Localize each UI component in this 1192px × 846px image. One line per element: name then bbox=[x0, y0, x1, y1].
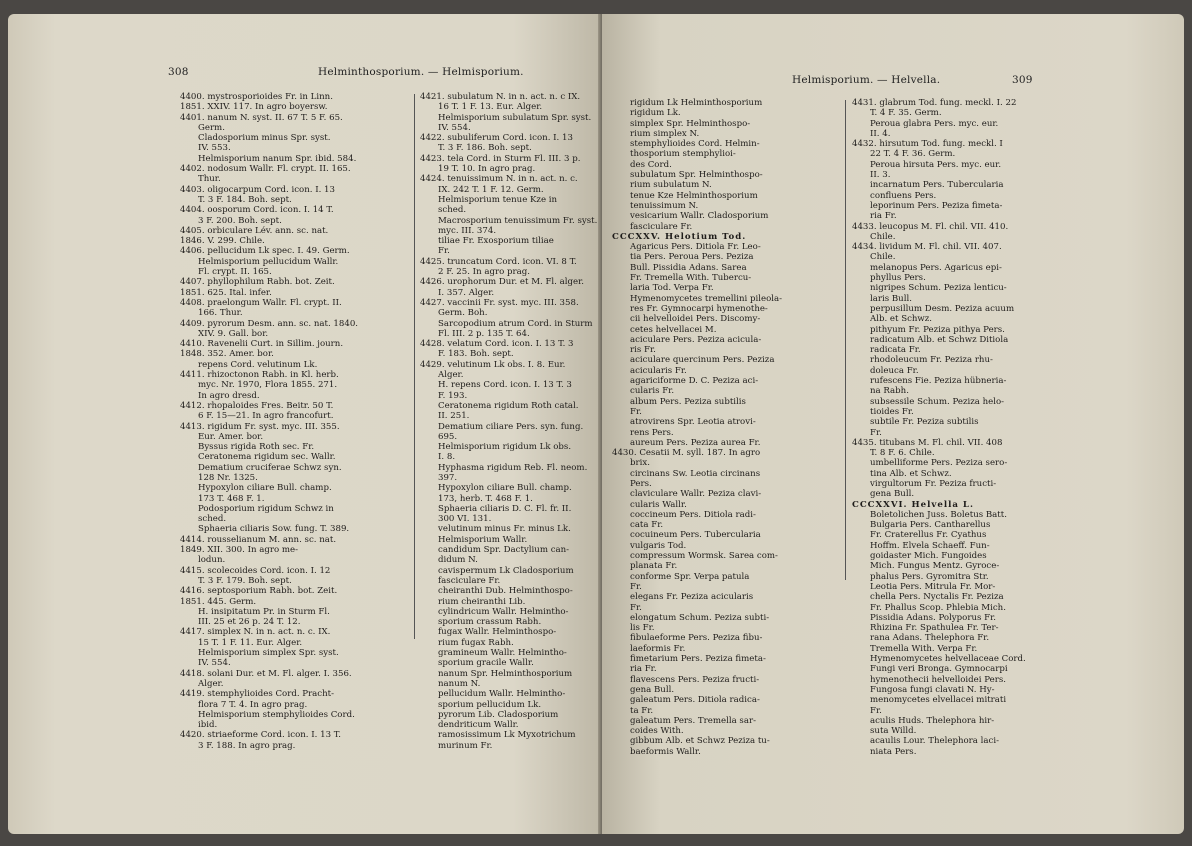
text-line: acaulis Lour. Thelephora laci- bbox=[870, 736, 999, 747]
text-line: II. 3. bbox=[870, 170, 891, 181]
text-line: Alb. et Schwz. bbox=[870, 314, 933, 325]
text-line: album Pers. Peziza subtilis bbox=[630, 396, 746, 407]
text-line: 16 T. 1 F. 13. Eur. Alger. bbox=[438, 102, 543, 113]
text-line: fugax Wallr. Helminthospo- bbox=[438, 627, 557, 638]
text-line: Fungosa fungi clavati N. Hy- bbox=[870, 684, 995, 695]
text-line: tiliae Fr. Exosporium tiliae bbox=[438, 236, 554, 247]
text-line: 397. bbox=[438, 472, 458, 483]
text-line: rium cheiranthi Lib. bbox=[438, 596, 526, 607]
text-line: Peroua hirsuta Pers. myc. eur. bbox=[870, 159, 1002, 170]
text-line: ria Fr. bbox=[870, 211, 897, 222]
text-line: simplex Spr. Helminthospo- bbox=[630, 118, 751, 129]
text-line: myc. Nr. 1970, Flora 1855. 271. bbox=[198, 380, 338, 391]
text-line: laris Bull. bbox=[870, 293, 912, 304]
text-line: laeformis Fr. bbox=[630, 643, 686, 654]
text-line: repens Cord. velutinum Lk. bbox=[198, 359, 318, 370]
text-line: 4428. velatum Cord. icon. I. 13 T. 3 bbox=[420, 339, 574, 350]
text-line: 22 T. 4 F. 36. Germ. bbox=[870, 149, 956, 160]
text-line: Fr. Phallus Scop. Phlebia Mich. bbox=[870, 602, 1006, 613]
text-line: 173 T. 468 F. 1. bbox=[198, 493, 265, 504]
text-line: rigidum Lk. bbox=[630, 108, 681, 119]
text-line: Hypoxylon ciliare Bull. champ. bbox=[198, 483, 332, 494]
text-line: elongatum Schum. Peziza subti- bbox=[630, 612, 770, 623]
text-line: rhodoleucum Fr. Peziza rhu- bbox=[870, 355, 993, 366]
text-line: aureum Pers. Peziza aurea Fr. bbox=[630, 437, 761, 448]
text-line: lis Fr. bbox=[630, 623, 655, 634]
text-line: 4400. mystrosporioides Fr. in Linn. bbox=[180, 92, 333, 102]
text-line: I. 8. bbox=[438, 452, 456, 463]
text-line: 4411. rhizoctonon Rabh. in Kl. herb. bbox=[180, 370, 339, 381]
text-line: Fl. III. 2 p. 135 T. 64. bbox=[438, 328, 530, 339]
text-line: tina Alb. et Schwz. bbox=[870, 468, 952, 479]
text-line: 4425. truncatum Cord. icon. VI. 8 T. bbox=[420, 256, 577, 267]
text-line: ris Fr. bbox=[630, 345, 656, 356]
text-line: 4423. tela Cord. in Sturm Fl. III. 3 p. bbox=[420, 153, 581, 164]
text-line: Alger. bbox=[198, 678, 224, 689]
text-line: Fl. crypt. II. 165. bbox=[198, 267, 272, 278]
text-line: galeatum Pers. Tremella sar- bbox=[630, 715, 756, 726]
text-line: Helmisporium Wallr. bbox=[438, 534, 528, 545]
text-line: Fr. Tremella With. Tubercu- bbox=[630, 273, 752, 284]
text-line: umbelliforme Pers. Peziza sero- bbox=[870, 458, 1008, 469]
text-line: cularis Fr. bbox=[630, 386, 675, 397]
text-line: 4433. leucopus M. Fl. chil. VII. 410. bbox=[852, 221, 1009, 232]
text-line: sporium crassum Rabh. bbox=[438, 617, 542, 628]
text-line: 1851. XXIV. 117. In agro boyersw. bbox=[180, 102, 328, 113]
text-line: Eur. Amer. bor. bbox=[198, 431, 264, 442]
left-running-title: Helminthosporium. — Helmisporium. bbox=[318, 66, 524, 78]
text-line: Helmisporium rigidum Lk obs. bbox=[438, 442, 572, 453]
text-line: 4432. hirsutum Tod. fung. meckl. I bbox=[852, 139, 1003, 150]
text-line: 4430. Cesatii M. syll. 187. In agro bbox=[612, 448, 761, 459]
text-line: compressum Wormsk. Sarea com- bbox=[630, 551, 778, 562]
text-line: subulatum Spr. Helminthospo- bbox=[630, 170, 763, 181]
text-line: 4431. glabrum Tod. fung. meckl. I. 22 bbox=[852, 98, 1017, 108]
text-line: subsessile Schum. Peziza helo- bbox=[870, 396, 1005, 407]
text-line: 4426. urophorum Dur. et M. Fl. alger. bbox=[420, 277, 584, 288]
text-line: circinans Sw. Leotia circinans bbox=[630, 468, 761, 479]
text-line: coccineum Pers. Ditiola radi- bbox=[630, 509, 756, 520]
text-line: T. 3 F. 184. Boh. sept. bbox=[198, 194, 292, 205]
left-column-1 bbox=[180, 92, 410, 751]
text-line: rigidum Lk Helminthosporium bbox=[630, 98, 763, 108]
text-line: Hyphasma rigidum Reb. Fl. neom. bbox=[438, 462, 588, 473]
text-line: sched. bbox=[198, 514, 227, 525]
text-line: Germ. bbox=[198, 122, 225, 133]
text-line: claviculare Wallr. Peziza clavi- bbox=[630, 489, 762, 500]
text-line: 4422. subuliferum Cord. icon. I. 13 bbox=[420, 133, 573, 144]
text-line: nanum Spr. Helminthosporium bbox=[438, 668, 573, 679]
text-line: 4402. nodosum Wallr. Fl. crypt. II. 165. bbox=[180, 164, 351, 175]
text-line: acicularе Pers. Peziza acicula- bbox=[630, 334, 762, 345]
text-line: phyllus Pers. bbox=[870, 273, 926, 284]
text-line: Fr. bbox=[438, 246, 450, 257]
text-line: rufescens Fie. Peziza hübneria- bbox=[870, 376, 1007, 387]
text-line: radicatum Alb. et Schwz Ditiola bbox=[870, 334, 1009, 345]
text-line: Byssus rigida Roth sec. Fr. bbox=[198, 442, 315, 453]
text-line: 1851. 625. Ital. infer. bbox=[180, 287, 272, 298]
text-line: rana Adans. Thelephora Fr. bbox=[870, 633, 990, 644]
text-line: velutinum minus Fr. minus Lk. bbox=[438, 524, 571, 535]
text-line: 1851. 445. Germ. bbox=[180, 596, 257, 607]
text-line: 4414. rousselianum M. ann. sc. nat. bbox=[180, 534, 337, 545]
text-line: ria Fr. bbox=[630, 664, 657, 675]
text-line: 4418. solani Dur. et M. Fl. alger. I. 356. bbox=[180, 668, 352, 679]
text-line: sched. bbox=[438, 205, 467, 216]
text-line: vesicarium Wallr. Cladosporium bbox=[630, 211, 769, 222]
text-line: Hypoxylon ciliare Bull. champ. bbox=[438, 483, 572, 494]
text-line: rens Pers. bbox=[630, 427, 674, 438]
text-line: F. 193. bbox=[438, 390, 468, 401]
text-line: H. repens Cord. icon. I. 13 T. 3 bbox=[438, 380, 572, 391]
text-line: Hymenomycetes tremellini pileola- bbox=[630, 293, 783, 304]
text-line: Agaricus Pers. Ditiola Fr. Leo- bbox=[630, 242, 761, 253]
text-line: laria Tod. Verpa Fr. bbox=[630, 283, 714, 294]
text-line: incarnatum Pers. Tubercularia bbox=[870, 180, 1004, 191]
text-line: Ceratonema rigidum sec. Wallr. bbox=[198, 452, 336, 463]
text-line: Rhizina Fr. Spathulea Fr. Ter- bbox=[870, 623, 999, 634]
text-line: murinum Fr. bbox=[438, 740, 493, 751]
text-line: agariciforme D. C. Peziza aci- bbox=[630, 376, 759, 387]
text-line: planata Fr. bbox=[630, 561, 678, 572]
text-line: 4412. rhopaloides Fres. Beitr. 50 T. bbox=[180, 400, 334, 411]
text-line: Tremella With. Verpa Fr. bbox=[870, 643, 978, 654]
text-line: 173, herb. T. 468 F. 1. bbox=[438, 493, 533, 504]
text-line: T. 8 F. 6. Chile. bbox=[870, 448, 935, 459]
right-page-number: 309 bbox=[1012, 74, 1033, 86]
text-line: vulgaris Tod. bbox=[630, 540, 687, 551]
text-line: fibulaeforme Pers. Peziza fibu- bbox=[630, 633, 763, 644]
text-line: II. 4. bbox=[870, 128, 891, 139]
text-line: nanum N. bbox=[438, 678, 481, 689]
left-page bbox=[8, 14, 602, 834]
text-line: niata Pers. bbox=[870, 746, 917, 757]
right-column-1 bbox=[612, 98, 812, 757]
text-line: 4420. striaeforme Cord. icon. I. 13 T. bbox=[180, 730, 341, 741]
text-line: 1846. V. 299. Chile. bbox=[180, 236, 265, 247]
text-line: CCCXXV. Helotium Tod. bbox=[612, 231, 747, 242]
text-line: 4408. praelongum Wallr. Fl. crypt. II. bbox=[180, 297, 342, 308]
text-line: phalus Pers. Gyromitra Str. bbox=[870, 571, 989, 582]
right-running-title: Helmisporium. — Helvella. bbox=[792, 74, 941, 86]
text-line: chella Pers. Nyctalis Fr. Peziza bbox=[870, 592, 1004, 603]
text-line: Fr. bbox=[630, 581, 642, 592]
text-line: 4435. titubans M. Fl. chil. VII. 408 bbox=[852, 437, 1003, 448]
text-line: Helmisporium subulatum Spr. syst. bbox=[438, 112, 592, 123]
text-line: nigripes Schum. Peziza lenticu- bbox=[870, 283, 1007, 294]
text-line: Alger. bbox=[438, 370, 464, 381]
right-column-2 bbox=[852, 98, 1052, 757]
text-line: atrovirens Spr. Leotia atrovi- bbox=[630, 417, 756, 428]
text-line: perpusillum Desm. Peziza acuum bbox=[870, 303, 1015, 314]
text-line: 128 Nr. 1325. bbox=[198, 472, 258, 483]
text-line: T. 4 F. 35. Germ. bbox=[870, 108, 942, 119]
text-line: fimetarium Pers. Peziza fimeta- bbox=[630, 654, 766, 665]
text-line: aculis Huds. Thelephora hir- bbox=[870, 715, 995, 726]
text-line: 166. Thur. bbox=[198, 308, 243, 319]
text-line: virgultorum Fr. Peziza fructi- bbox=[870, 478, 997, 489]
text-line: confluens Pers. bbox=[870, 190, 937, 201]
text-line: hymenothecii helvelloidei Pers. bbox=[870, 674, 1006, 685]
text-line: 695. bbox=[438, 431, 458, 442]
text-line: menomycetes elvellacei mitrati bbox=[870, 695, 1007, 706]
text-line: gena Bull. bbox=[630, 684, 675, 695]
text-line: res Fr. Gymnocarpi hymenothe- bbox=[630, 303, 768, 314]
column-divider bbox=[414, 94, 415, 639]
text-line: Peroua glabra Pers. myc. eur. bbox=[870, 118, 999, 129]
text-line: Bulgaria Pers. Cantharellus bbox=[870, 520, 991, 531]
text-line: 4409. pyrorum Desm. ann. sc. nat. 1840. bbox=[180, 318, 359, 329]
text-line: 4419. stemphylioides Cord. Pracht- bbox=[180, 689, 335, 700]
text-line: cata Fr. bbox=[630, 520, 664, 531]
text-line: stemphylioides Cord. Helmin- bbox=[630, 139, 760, 150]
text-line: 3 F. 200. Boh. sept. bbox=[198, 215, 282, 226]
text-line: 4405. orbiculare Lév. ann. sc. nat. bbox=[180, 225, 329, 236]
text-line: flora 7 T. 4. In agro prag. bbox=[198, 699, 308, 710]
text-line: Hymenomycetes helvellaceae Cord. bbox=[870, 654, 1026, 665]
text-line: melanopus Pers. Agaricus epi- bbox=[870, 262, 1002, 273]
text-line: Mich. Fungus Mentz. Gyroce- bbox=[870, 561, 1000, 572]
text-line: gibbum Alb. et Schwz Peziza tu- bbox=[630, 736, 770, 747]
text-line: pithyum Fr. Peziza pithya Pers. bbox=[870, 324, 1005, 335]
text-line: cii helvelloidei Pers. Discomy- bbox=[630, 314, 761, 325]
text-line: thosporium stemphylioi- bbox=[630, 149, 736, 160]
text-line: Helmisporium simplex Spr. syst. bbox=[198, 648, 339, 659]
text-line: 1849. XII. 300. In agro me- bbox=[180, 545, 299, 556]
text-line: 6 F. 15—21. In agro francofurt. bbox=[198, 411, 334, 422]
text-line: Pers. bbox=[630, 478, 652, 489]
text-line: Dematium ciliare Pers. syn. fung. bbox=[438, 421, 584, 432]
column-divider bbox=[845, 100, 846, 580]
text-line: Germ. Boh. bbox=[438, 308, 488, 319]
text-line: myc. III. 374. bbox=[438, 225, 497, 236]
text-line: Boletolichen Juss. Boletus Batt. bbox=[870, 509, 1007, 520]
left-page-number: 308 bbox=[168, 66, 189, 78]
text-line: subtile Fr. Peziza subtilis bbox=[870, 417, 979, 428]
text-line: 3 F. 188. In agro prag. bbox=[198, 740, 296, 751]
text-line: 4407. phyllophilum Rabh. bot. Zeit. bbox=[180, 277, 335, 288]
text-line: 4417. simplex N. in n. act. n. c. IX. bbox=[180, 627, 331, 638]
text-line: 4410. Ravenelii Curt. in Sillim. journ. bbox=[180, 339, 344, 350]
text-line: ramosissimum Lk Myxotrichum bbox=[438, 730, 576, 741]
text-line: T. 3 F. 179. Boh. sept. bbox=[198, 575, 292, 586]
text-line: Sphaeria ciliaris Sow. fung. T. 389. bbox=[198, 524, 350, 535]
text-line: ta Fr. bbox=[630, 705, 654, 716]
text-line: 4424. tenuissimum N. in n. act. n. c. bbox=[420, 174, 578, 185]
text-line: tenuissimum N. bbox=[630, 200, 699, 211]
text-line: 4415. scolecoides Cord. icon. I. 12 bbox=[180, 565, 331, 576]
text-line: Macrosporium tenuissimum Fr. syst. bbox=[438, 215, 598, 226]
text-line: Helmisporium pellucidum Wallr. bbox=[198, 256, 339, 267]
text-line: 2 F. 25. In agro prag. bbox=[438, 267, 530, 278]
text-line: cavispermum Lk Cladosporium bbox=[438, 565, 574, 576]
text-line: elegans Fr. Peziza acicularis bbox=[630, 592, 754, 603]
text-line: tia Pers. Peroua Pers. Peziza bbox=[630, 252, 754, 263]
text-line: 4416. septosporium Rabh. bot. Zeit. bbox=[180, 586, 338, 597]
text-line: rium subulatum N. bbox=[630, 180, 712, 191]
text-line: 4434. lividum M. Fl. chil. VII. 407. bbox=[852, 242, 1002, 253]
text-line: Fr. bbox=[630, 602, 642, 613]
text-line: cylindricum Wallr. Helmintho- bbox=[438, 606, 569, 617]
text-line: Ceratonema rigidum Roth catal. bbox=[438, 400, 579, 411]
text-line: Helmisporium tenue Kze in bbox=[438, 194, 558, 205]
text-line: In agro dresd. bbox=[198, 390, 260, 401]
text-line: dendriticum Wallr. bbox=[438, 720, 519, 731]
text-line: 4403. oligocarpum Cord. icon. I. 13 bbox=[180, 184, 335, 195]
text-line: lodun. bbox=[198, 555, 226, 566]
text-line: Pissidia Adans. Polyporus Fr. bbox=[870, 612, 996, 623]
text-line: IV. 554. bbox=[438, 122, 471, 133]
text-line: didum N. bbox=[438, 555, 478, 566]
text-line: leporinum Pers. Peziza fimeta- bbox=[870, 200, 1003, 211]
text-line: Helmisporium nanum Spr. ibid. 584. bbox=[198, 153, 357, 164]
text-line: rium simplex N. bbox=[630, 128, 700, 139]
text-line: 300 VI. 131. bbox=[438, 514, 492, 525]
text-line: suta Willd. bbox=[870, 726, 917, 737]
text-line: IV. 554. bbox=[198, 658, 231, 669]
text-line: I. 357. Alger. bbox=[438, 287, 495, 298]
text-line: cetes helvellacei M. bbox=[630, 324, 717, 335]
text-line: Fr. bbox=[630, 406, 642, 417]
text-line: cocuineum Pers. Tubercularia bbox=[630, 530, 761, 541]
text-line: brix. bbox=[630, 458, 650, 469]
text-line: Leotia Pers. Mitrula Fr. Mor- bbox=[870, 581, 996, 592]
text-line: Hoffm. Elvela Schaeff. Fun- bbox=[870, 540, 990, 551]
text-line: F. 183. Boh. sept. bbox=[438, 349, 514, 360]
text-line: na Rabh. bbox=[870, 386, 909, 397]
text-line: Chile. bbox=[870, 231, 896, 242]
text-line: goidaster Mich. Fungoides bbox=[870, 551, 987, 562]
text-line: IX. 242 T. 1 F. 12. Germ. bbox=[438, 184, 544, 195]
text-line: III. 25 et 26 p. 24 T. 12. bbox=[198, 617, 301, 628]
text-line: sporium pellucidum Lk. bbox=[438, 699, 542, 710]
text-line: Chile. bbox=[870, 252, 896, 263]
text-line: Thur. bbox=[198, 174, 221, 185]
text-line: radicata Fr. bbox=[870, 345, 921, 356]
text-line: ibid. bbox=[198, 720, 218, 731]
text-line: galeatum Pers. Ditiola radica- bbox=[630, 695, 760, 706]
text-line: 4421. subulatum N. in n. act. n. c IX. bbox=[420, 92, 581, 102]
text-line: baeformis Wallr. bbox=[630, 746, 701, 757]
text-line: 4413. rigidum Fr. syst. myc. III. 355. bbox=[180, 421, 340, 432]
text-line: XIV. 9. Gall. bor. bbox=[198, 328, 269, 339]
text-line: 4429. velutinum Lk obs. I. 8. Eur. bbox=[420, 359, 566, 370]
text-line: Podosporium rigidum Schwz in bbox=[198, 503, 334, 514]
text-line: 15 T. 1 F. 11. Eur. Alger. bbox=[198, 637, 303, 648]
text-line: Fr. bbox=[870, 705, 882, 716]
text-line: aciculare quercinum Pers. Peziza bbox=[630, 355, 775, 366]
text-line: fasciculare Fr. bbox=[438, 575, 501, 586]
text-line: des Cord. bbox=[630, 159, 672, 170]
text-line: 4406. pellucidum Lk spec. I. 49. Germ. bbox=[180, 246, 350, 257]
text-line: Sarcopodium atrum Cord. in Sturm bbox=[438, 318, 593, 329]
text-line: Fr. Craterellus Fr. Cyathus bbox=[870, 530, 987, 541]
text-line: Dematium cruciferae Schwz syn. bbox=[198, 462, 342, 473]
text-line: tioides Fr. bbox=[870, 406, 914, 417]
text-line: Fr. bbox=[870, 427, 882, 438]
text-line: CCCXXVI. Helvella L. bbox=[852, 499, 974, 510]
text-line: candidum Spr. Dactylium can- bbox=[438, 545, 570, 556]
text-line: conforme Spr. Verpa patula bbox=[630, 571, 750, 582]
text-line: II. 251. bbox=[438, 411, 470, 422]
text-line: tenue Kze Helminthosporium bbox=[630, 190, 758, 201]
text-line: gramineum Wallr. Helmintho- bbox=[438, 648, 567, 659]
text-line: Sphaeria ciliaris D. C. Fl. fr. II. bbox=[438, 503, 572, 514]
text-line: flavescens Pers. Peziza fructi- bbox=[630, 674, 760, 685]
text-line: Fungi veri Bronga. Gymnocarpi bbox=[870, 664, 1008, 675]
text-line: 19 T. 10. In agro prag. bbox=[438, 164, 536, 175]
text-line: acicularis Fr. bbox=[630, 365, 687, 376]
text-line: Helmisporium stemphylioides Cord. bbox=[198, 709, 355, 720]
text-line: IV. 553. bbox=[198, 143, 231, 154]
text-line: Bull. Pissidia Adans. Sarea bbox=[630, 262, 747, 273]
text-line: 1848. 352. Amer. bor. bbox=[180, 349, 274, 360]
text-line: gena Bull. bbox=[870, 489, 915, 500]
text-line: 4401. nanum N. syst. II. 67 T. 5 F. 65. bbox=[180, 112, 343, 123]
text-line: cheiranthi Dub. Helminthospo- bbox=[438, 586, 573, 597]
left-column-2 bbox=[420, 92, 598, 751]
right-page bbox=[602, 14, 1184, 834]
text-line: rium fugax Rabh. bbox=[438, 637, 514, 648]
text-line: doleuca Fr. bbox=[870, 365, 919, 376]
text-line: pellucidum Wallr. Helmintho- bbox=[438, 689, 566, 700]
text-line: pyrorum Lib. Cladosporium bbox=[438, 709, 559, 720]
text-line: Cladosporium minus Spr. syst. bbox=[198, 133, 331, 144]
text-line: coides With. bbox=[630, 726, 684, 737]
text-line: fasciculare Fr. bbox=[630, 221, 693, 232]
text-line: T. 3 F. 186. Boh. sept. bbox=[438, 143, 532, 154]
text-line: 4404. oosporum Cord. icon. I. 14 T. bbox=[180, 205, 334, 216]
text-line: sporium gracile Wallr. bbox=[438, 658, 534, 669]
text-line: 4427. vaccinii Fr. syst. myc. III. 358. bbox=[420, 297, 579, 308]
text-line: H. insipitatum Pr. in Sturm Fl. bbox=[198, 606, 330, 617]
text-line: cularis Wallr. bbox=[630, 499, 687, 510]
